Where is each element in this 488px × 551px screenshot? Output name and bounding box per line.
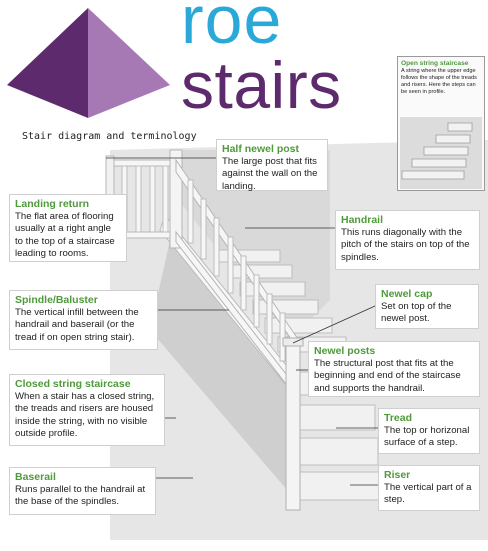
callout-title: Riser (384, 469, 411, 481)
brand-word-roe: roe (181, 0, 283, 58)
callout-tread (378, 408, 480, 454)
brand-word-stairs: stairs (181, 48, 342, 122)
callout-newel-posts (308, 341, 480, 397)
callout-text: Runs parallel to the handrail at the base of the spindles. (15, 484, 146, 508)
callout-text: The top or horizonal surface of a step. (384, 425, 470, 449)
callout-closed-string (9, 374, 165, 446)
inset-title: Open string staircase (401, 60, 469, 67)
callout-text: This runs diagonally with the pitch of the stairs on top of the spindles. (341, 227, 470, 263)
callout-title: Tread (384, 412, 413, 424)
callout-text: The vertical part of a step. (384, 482, 472, 506)
callout-text: The vertical infill between the handrail and baserail (or the tread if on open string stair). (15, 307, 139, 343)
callout-title: Newel cap (381, 288, 433, 300)
callout-title: Half newel post (222, 143, 300, 155)
callout-text: The large post that fits against the wall on the landing. (222, 156, 318, 192)
open-string-illustration (400, 117, 482, 189)
callout-title: Landing return (15, 198, 90, 210)
callout-handrail (335, 210, 480, 270)
open-string-inset (397, 56, 485, 191)
callout-text: The structural post that fits at the beginning and end of the staircase and supports the handrail. (314, 358, 461, 394)
callout-riser (378, 465, 480, 511)
callout-spindle (9, 290, 158, 350)
callout-text: The flat area of flooring usually at a right angle to the top of a staircase leading to rooms. (15, 211, 115, 260)
inset-text: A string where the upper edge follows the shape of the treads and risers. Here the steps can be seen in profile. (401, 68, 477, 95)
callout-title: Spindle/Baluster (15, 294, 98, 306)
landing-handrail (110, 160, 178, 166)
callout-title: Closed string staircase (15, 378, 131, 390)
diagram-subtitle: Stair diagram and terminology (22, 131, 197, 142)
callout-title: Handrail (341, 214, 384, 226)
callout-title: Newel posts (314, 345, 376, 357)
callout-text: When a stair has a closed string, the treads and risers are housed inside the string, with no visible outside profile. (15, 391, 155, 440)
newel-cap (283, 338, 303, 346)
callout-baserail (9, 467, 156, 515)
callout-title: Baserail (15, 471, 56, 483)
callout-newel-cap (375, 284, 479, 329)
callout-text: Set on top of the newel post. (381, 301, 452, 325)
callout-half-newel-post (216, 139, 328, 191)
bottom-newel-post (286, 344, 300, 510)
callout-landing-return (9, 194, 127, 262)
